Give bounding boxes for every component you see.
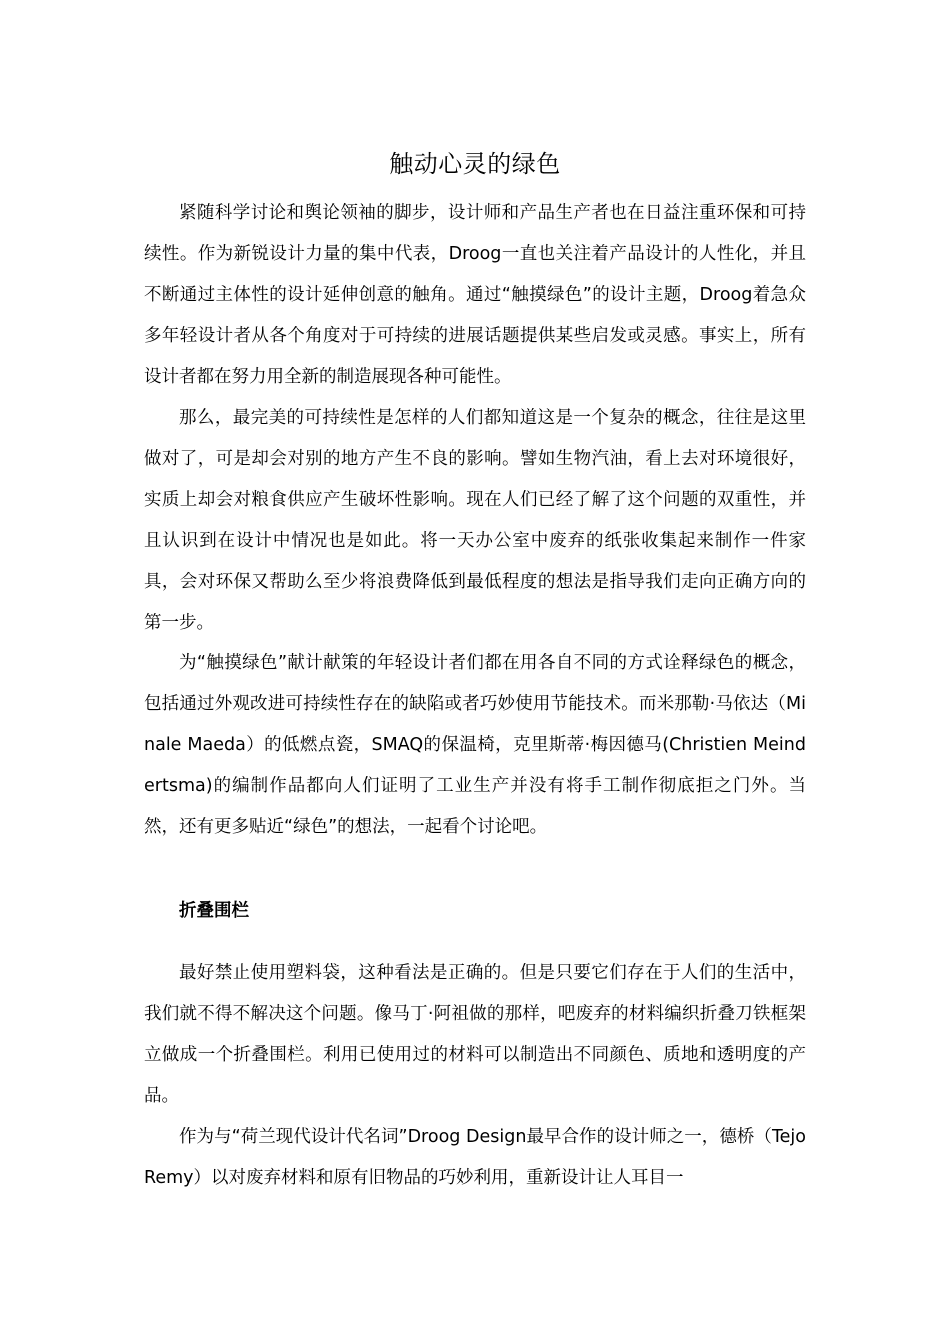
intro-paragraph-2: 那么，最完美的可持续性是怎样的人们都知道这是一个复杂的概念，往往是这里做对了，可是却会对别的地方产生不良的影响。譬如生物汽油，看上去对环境很好，实质上却会对粮食供应产生破坏性影响。现在人们已经了解了这个问题的双重性，并且认识到在设计中情况也是如此。将一天办公室中废弃的纸张收集起来制作一件家具，会对环保又帮助么至少将浪费降低到最低程度的想法是指导我们走向正确方向的第一步。 <box>144 408 806 633</box>
section-paragraph-1: 最好禁止使用塑料袋，这种看法是正确的。但是只要它们存在于人们的生活中，我们就不得不解决这个问题。像马丁·阿祖做的那样，吧废弃的材料编织折叠刀铁框架立做成一个折叠围栏。利用已使用过的材料可以制造出不同颜色、质地和透明度的产品。 <box>144 963 806 1106</box>
section-heading: 折叠围栏 <box>179 901 249 921</box>
intro-paragraph-1: 紧随科学讨论和舆论领袖的脚步，设计师和产品生产者也在日益注重环保和可持续性。作为新锐设计力量的集中代表，Droog一直也关注着产品设计的人性化，并且不断通过主体性的设计延伸创意的触角。通过“触摸绿色”的设计主题，Droog着急众多年轻设计者从各个角度对于可持续的进展话题提供某些启发或灵感。事实上，所有设计者都在努力用全新的制造展现各种可能性。 <box>144 203 806 387</box>
intro-paragraph-3: 为“触摸绿色”献计献策的年轻设计者们都在用各自不同的方式诠释绿色的概念，包括通过外观改进可持续性存在的缺陷或者巧妙使用节能技术。而米那勒·马依达（Minale Maeda）的低燃点瓷，SMAQ的保温椅，克里斯蒂·梅因德马(Christien Meindertsma)的编制作品都向人们证明了工业生产并没有将手工制作彻底拒之门外。当然，还有更多贴近“绿色”的想法，一起看个讨论吧。 <box>144 653 806 837</box>
section-paragraph-2: 作为与“荷兰现代设计代名词”Droog Design最早合作的设计师之一，德桥（Tejo Remy）以对废弃材料和原有旧物品的巧妙利用，重新设计让人耳目一 <box>144 1127 806 1188</box>
document-title: 触动心灵的绿色 <box>389 150 561 179</box>
